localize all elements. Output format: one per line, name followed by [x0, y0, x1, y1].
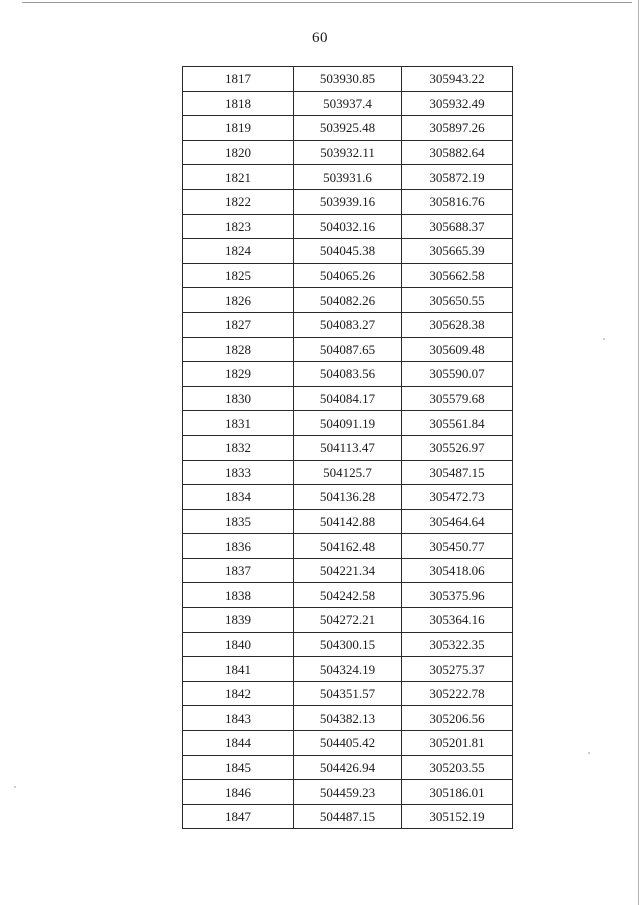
point-number-cell: 1827 [183, 312, 294, 337]
table-row [183, 411, 513, 436]
point-number-cell: 1818 [183, 91, 294, 116]
y-coordinate-cell: 305472.73 [402, 485, 513, 510]
x-coordinate-cell: 504487.15 [294, 804, 402, 829]
y-coordinate-cell: 305872.19 [402, 165, 513, 190]
point-number-cell: 1846 [183, 780, 294, 805]
x-coordinate-cell: 504459.23 [294, 780, 402, 805]
x-coordinate-cell: 504426.94 [294, 755, 402, 780]
y-coordinate-cell: 305222.78 [402, 681, 513, 706]
point-number-cell: 1828 [183, 337, 294, 362]
scan-speck [603, 338, 605, 340]
table-row [183, 312, 513, 337]
table-row [183, 485, 513, 510]
y-coordinate-cell: 305275.37 [402, 657, 513, 682]
x-coordinate-cell: 504125.7 [294, 460, 402, 485]
y-coordinate-cell: 305364.16 [402, 608, 513, 633]
table-row [183, 804, 513, 829]
x-coordinate-cell: 504032.16 [294, 214, 402, 239]
point-number-cell: 1847 [183, 804, 294, 829]
x-coordinate-cell: 504083.56 [294, 362, 402, 387]
point-number-cell: 1823 [183, 214, 294, 239]
x-coordinate-cell: 504065.26 [294, 263, 402, 288]
point-number-cell: 1839 [183, 608, 294, 633]
x-coordinate-cell: 504221.34 [294, 558, 402, 583]
point-number-cell: 1838 [183, 583, 294, 608]
x-coordinate-cell: 503930.85 [294, 67, 402, 92]
y-coordinate-cell: 305897.26 [402, 116, 513, 141]
coordinates-table-body [183, 67, 513, 829]
x-coordinate-cell: 503939.16 [294, 189, 402, 214]
y-coordinate-cell: 305203.55 [402, 755, 513, 780]
point-number-cell: 1829 [183, 362, 294, 387]
x-coordinate-cell: 504084.17 [294, 386, 402, 411]
table-row [183, 386, 513, 411]
point-number-cell: 1819 [183, 116, 294, 141]
table-row [183, 681, 513, 706]
table-row [183, 189, 513, 214]
table-row [183, 263, 513, 288]
x-coordinate-cell: 504087.65 [294, 337, 402, 362]
y-coordinate-cell: 305943.22 [402, 67, 513, 92]
point-number-cell: 1842 [183, 681, 294, 706]
point-number-cell: 1830 [183, 386, 294, 411]
table-row [183, 67, 513, 92]
table-row [183, 214, 513, 239]
table-row [183, 362, 513, 387]
point-number-cell: 1820 [183, 140, 294, 165]
table-row [183, 288, 513, 313]
table-row [183, 608, 513, 633]
x-coordinate-cell: 504405.42 [294, 731, 402, 756]
point-number-cell: 1826 [183, 288, 294, 313]
scan-speck [14, 786, 16, 788]
y-coordinate-cell: 305322.35 [402, 632, 513, 657]
coordinates-table [182, 66, 513, 829]
point-number-cell: 1817 [183, 67, 294, 92]
x-coordinate-cell: 503931.6 [294, 165, 402, 190]
y-coordinate-cell: 305450.77 [402, 534, 513, 559]
table-row [183, 706, 513, 731]
scan-edge-right [638, 0, 639, 905]
x-coordinate-cell: 504272.21 [294, 608, 402, 633]
x-coordinate-cell: 504324.19 [294, 657, 402, 682]
y-coordinate-cell: 305650.55 [402, 288, 513, 313]
point-number-cell: 1821 [183, 165, 294, 190]
y-coordinate-cell: 305526.97 [402, 435, 513, 460]
point-number-cell: 1845 [183, 755, 294, 780]
table-row [183, 337, 513, 362]
x-coordinate-cell: 503932.11 [294, 140, 402, 165]
point-number-cell: 1835 [183, 509, 294, 534]
point-number-cell: 1836 [183, 534, 294, 559]
table-row [183, 239, 513, 264]
y-coordinate-cell: 305186.01 [402, 780, 513, 805]
table-row [183, 91, 513, 116]
table-row [183, 140, 513, 165]
x-coordinate-cell: 504300.15 [294, 632, 402, 657]
table-row [183, 435, 513, 460]
y-coordinate-cell: 305628.38 [402, 312, 513, 337]
scan-edge-top [22, 2, 632, 3]
point-number-cell: 1831 [183, 411, 294, 436]
x-coordinate-cell: 504162.48 [294, 534, 402, 559]
table-row [183, 583, 513, 608]
y-coordinate-cell: 305688.37 [402, 214, 513, 239]
y-coordinate-cell: 305206.56 [402, 706, 513, 731]
table-row [183, 116, 513, 141]
x-coordinate-cell: 504136.28 [294, 485, 402, 510]
x-coordinate-cell: 504091.19 [294, 411, 402, 436]
y-coordinate-cell: 305152.19 [402, 804, 513, 829]
y-coordinate-cell: 305201.81 [402, 731, 513, 756]
x-coordinate-cell: 504142.88 [294, 509, 402, 534]
x-coordinate-cell: 504083.27 [294, 312, 402, 337]
x-coordinate-cell: 504082.26 [294, 288, 402, 313]
y-coordinate-cell: 305464.64 [402, 509, 513, 534]
table-row [183, 755, 513, 780]
x-coordinate-cell: 504382.13 [294, 706, 402, 731]
table-row [183, 780, 513, 805]
y-coordinate-cell: 305561.84 [402, 411, 513, 436]
point-number-cell: 1841 [183, 657, 294, 682]
y-coordinate-cell: 305590.07 [402, 362, 513, 387]
y-coordinate-cell: 305882.64 [402, 140, 513, 165]
y-coordinate-cell: 305418.06 [402, 558, 513, 583]
scan-speck [588, 752, 590, 754]
point-number-cell: 1840 [183, 632, 294, 657]
point-number-cell: 1822 [183, 189, 294, 214]
table-row [183, 460, 513, 485]
x-coordinate-cell: 504242.58 [294, 583, 402, 608]
table-row [183, 558, 513, 583]
x-coordinate-cell: 504113.47 [294, 435, 402, 460]
point-number-cell: 1833 [183, 460, 294, 485]
y-coordinate-cell: 305932.49 [402, 91, 513, 116]
point-number-cell: 1844 [183, 731, 294, 756]
point-number-cell: 1837 [183, 558, 294, 583]
table-row [183, 657, 513, 682]
x-coordinate-cell: 504045.38 [294, 239, 402, 264]
y-coordinate-cell: 305609.48 [402, 337, 513, 362]
y-coordinate-cell: 305487.15 [402, 460, 513, 485]
table-row [183, 731, 513, 756]
y-coordinate-cell: 305375.96 [402, 583, 513, 608]
x-coordinate-cell: 503937.4 [294, 91, 402, 116]
y-coordinate-cell: 305662.58 [402, 263, 513, 288]
y-coordinate-cell: 305816.76 [402, 189, 513, 214]
point-number-cell: 1843 [183, 706, 294, 731]
table-row [183, 165, 513, 190]
table-row [183, 509, 513, 534]
page-number: 60 [312, 30, 328, 46]
y-coordinate-cell: 305579.68 [402, 386, 513, 411]
x-coordinate-cell: 504351.57 [294, 681, 402, 706]
point-number-cell: 1832 [183, 435, 294, 460]
table-row [183, 632, 513, 657]
x-coordinate-cell: 503925.48 [294, 116, 402, 141]
table-row [183, 534, 513, 559]
point-number-cell: 1824 [183, 239, 294, 264]
point-number-cell: 1834 [183, 485, 294, 510]
y-coordinate-cell: 305665.39 [402, 239, 513, 264]
point-number-cell: 1825 [183, 263, 294, 288]
